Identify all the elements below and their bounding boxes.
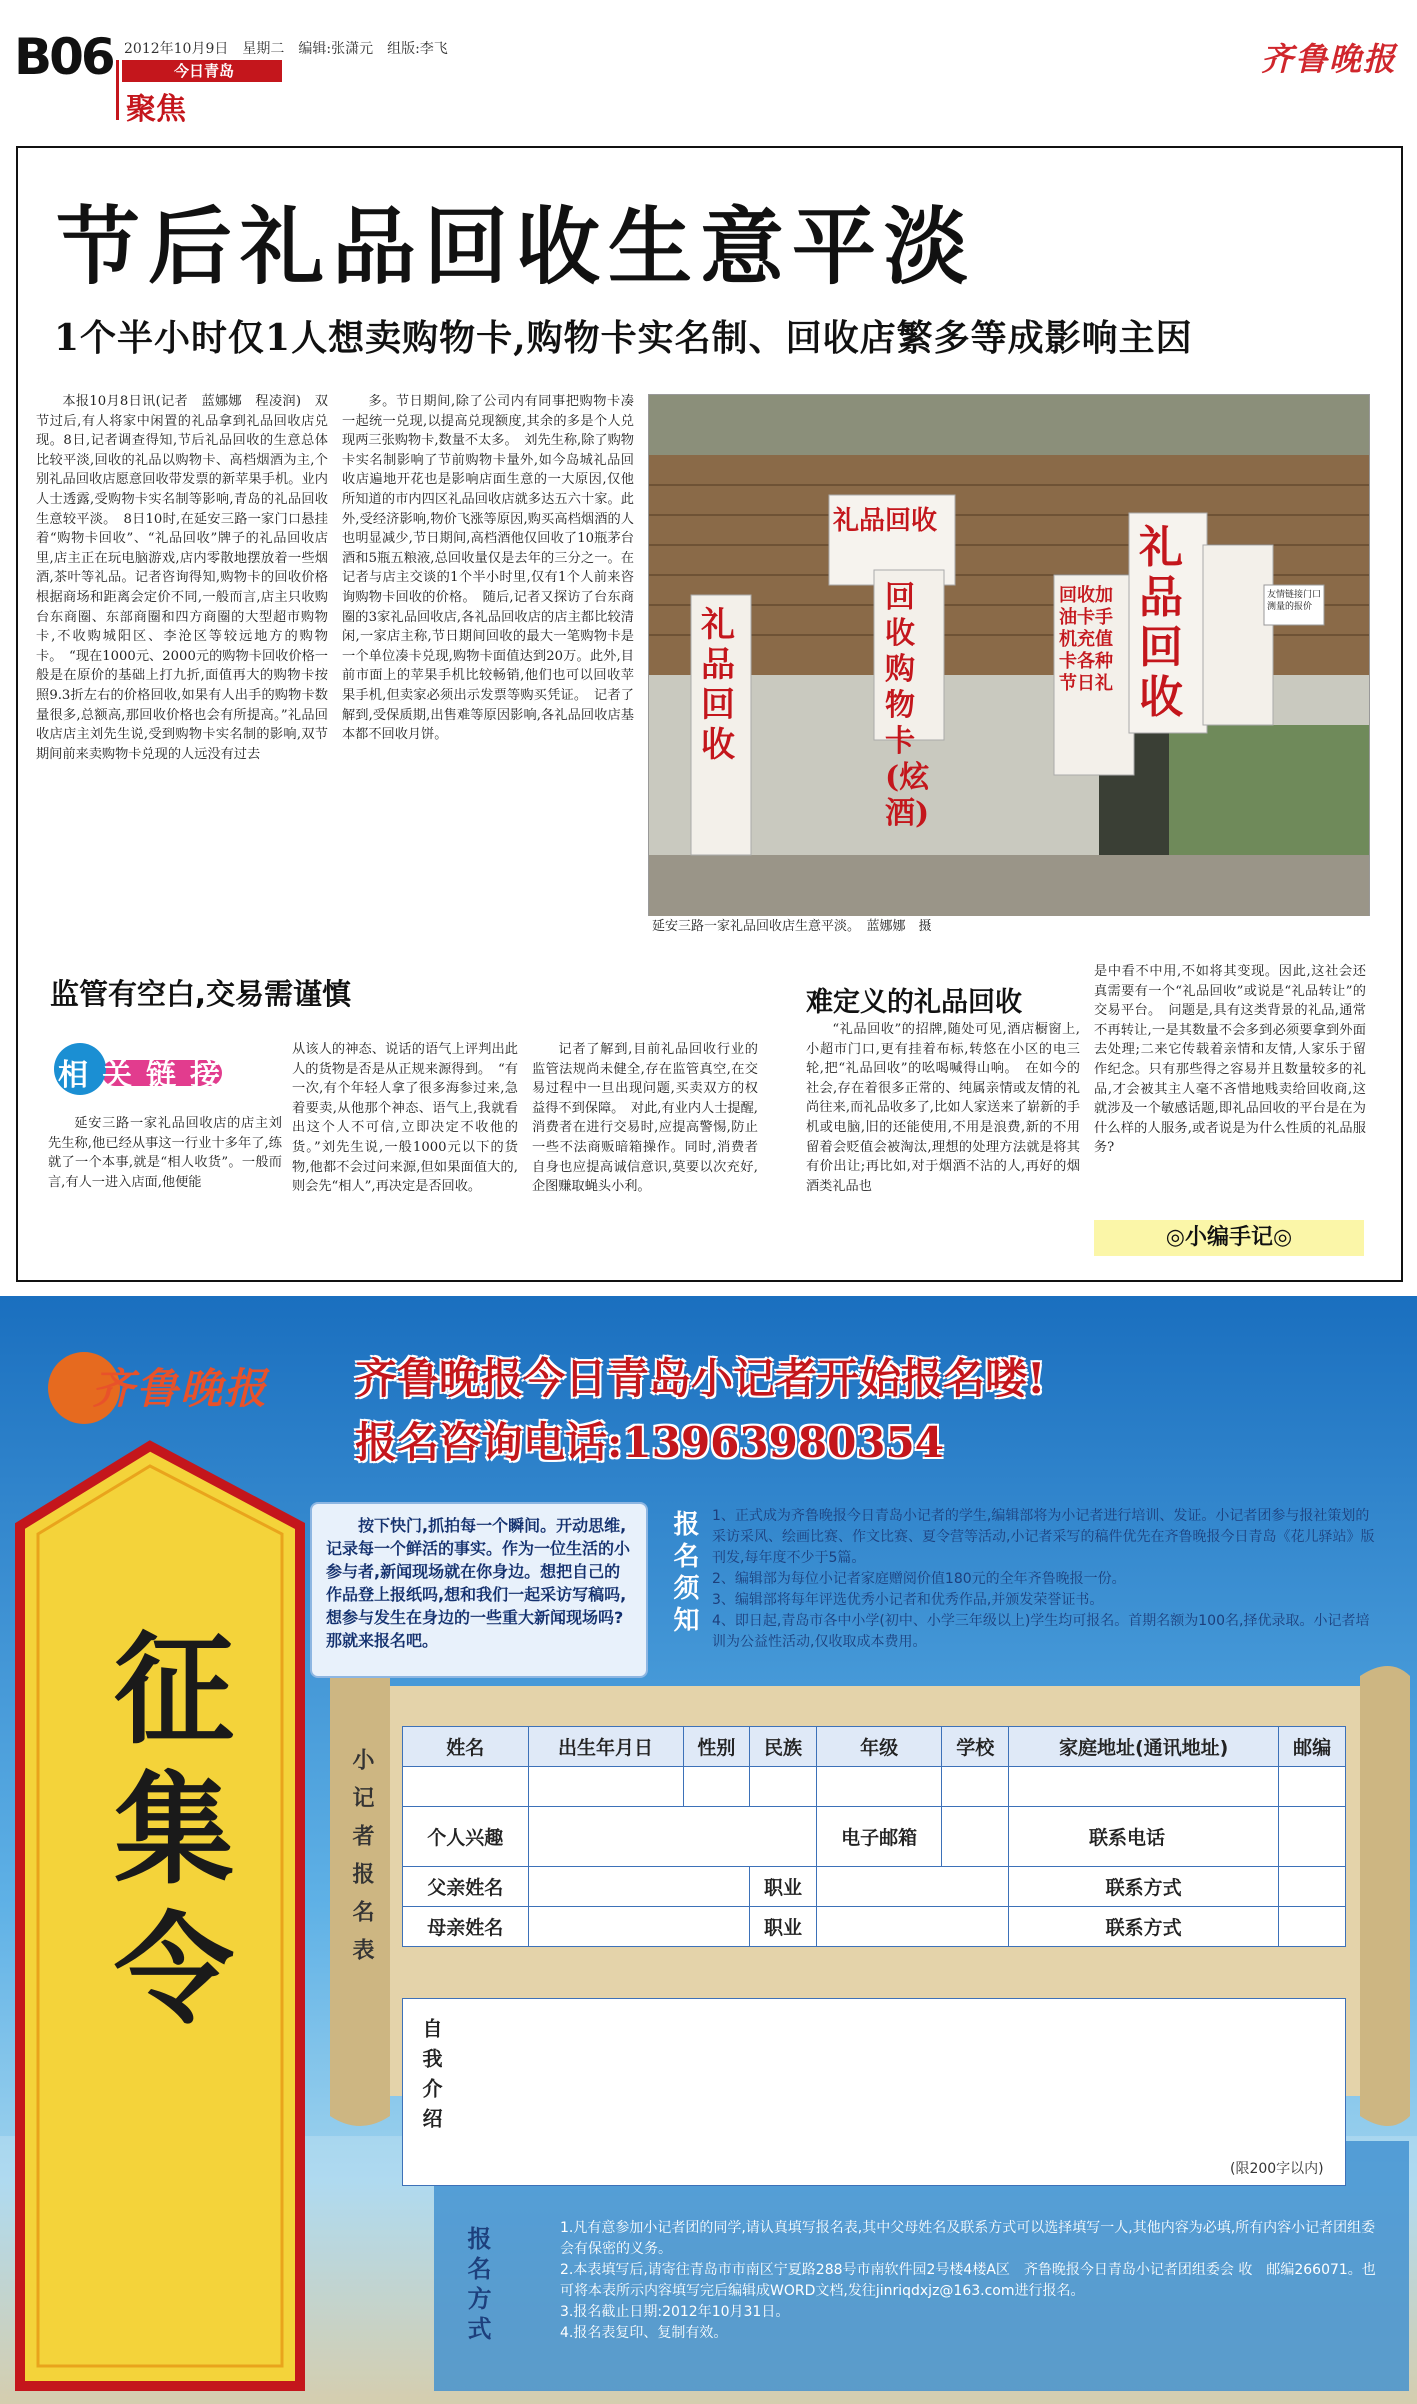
form-job-field[interactable] — [816, 1867, 1008, 1907]
form-contact-label: 联系方式 — [1009, 1907, 1279, 1947]
form-mother-label: 母亲姓名 — [403, 1907, 529, 1947]
ad-logo: 齐鲁晚报 — [92, 1364, 269, 1413]
form-hobby-label: 个人兴趣 — [403, 1807, 529, 1867]
collect-title: 征集令 — [94, 1626, 235, 2046]
subheading-left: 监管有空白,交易需谨慎 — [50, 977, 352, 1011]
section-divider — [116, 60, 119, 120]
notice-item: 2、编辑部为每位小记者家庭赠阅价值180元的全年齐鲁晚报一份。 — [712, 1571, 1126, 1587]
sign-gift-recycle-2: 礼品回收 — [833, 506, 938, 536]
photo-caption: 延安三路一家礼品回收店生意平淡。 蓝娜娜 摄 — [648, 916, 1370, 938]
form-job-label: 职业 — [750, 1867, 817, 1907]
related-link-label: 相关链接 — [58, 1058, 234, 1093]
form-head: 邮编 — [1279, 1727, 1346, 1767]
form-contact-field[interactable] — [1279, 1867, 1346, 1907]
article-column-2 — [342, 392, 634, 932]
sign-card-recycle: 回收购物卡(炫酒) — [885, 580, 930, 831]
ad-phone: 报名咨询电话:13963980354 — [355, 1418, 944, 1467]
commentary-column-1 — [806, 1020, 1080, 1266]
registration-form — [402, 1726, 1346, 1947]
method-item: 4.报名表复印、复制有效。 — [560, 2325, 728, 2341]
form-contact-label: 联系方式 — [1009, 1867, 1279, 1907]
article-text: 多。节日期间,除了公司内有同事把购物卡凑一起统一兑现,以提高兑现额度,其余的多是个人兑现两三张购物卡,数量不太多。 刘先生称,除了购物卡实名制影响了节前购物卡量外,如今岛城礼品回收店遍地开花也是影响店面生意的一大原因,仅他所知道的市内四区礼品回收店就多达五六十家。此外,受经济影响,物价飞涨等原因,购买高档烟酒的人也明显减少,节日期间,高档酒他仅回收了10瓶茅台酒和5瓶五粮液,总回收量仅是去年的三分之一。在记者与店主交谈的1个半小时里,仅有1个人前来咨询购物卡回收的价格。 随后,记者又探访了台东商圈的3家礼品回收店,各礼品回收店的店主都比较清闲,一家店主称,节日期间回收的最大一笔购物卡是一个单位凑卡兑现,购物卡面值达到20万。此外,目前市面上的苹果手机比较畅销,他们也可以回收苹果手机,但卖家必须出示发票等购买凭证。 记者了解到,受保质期,出售难等原因影响,各礼品回收店基本都不回收月饼。 — [342, 394, 634, 743]
form-head: 家庭地址(通讯地址) — [1009, 1727, 1279, 1767]
section-title: 聚焦 — [126, 92, 186, 127]
form-head: 年级 — [816, 1727, 942, 1767]
related-link-badge — [50, 1040, 234, 1098]
form-hobby-field[interactable] — [528, 1807, 816, 1867]
method-label: 报名方式 — [463, 2226, 491, 2346]
article-text: “礼品回收”的招牌,随处可见,酒店橱窗上,小超市门口,更有挂着布标,转悠在小区的电三轮,把“礼品回收”的吆喝喊得山响。 在如今的社会,存在着很多正常的、纯属亲情或友情的礼尚往来,而礼品收多了,比如人家送来了崭新的手机或电脑,旧的还能使用,不用是浪费,新的不用留着会贬值会被淘汰,理想的处理方法就是将其有价出让;再比如,对于烟酒不沾的人,再好的烟酒类礼品也 — [806, 1022, 1080, 1194]
form-cell[interactable] — [528, 1767, 683, 1807]
article-text: 本报10月8日讯(记者 蓝娜娜 程凌润) 双节过后,有人将家中闲置的礼品拿到礼品回收店兑现。8日,记者调查得知,节后礼品回收的生意总体比较平淡,回收的礼品以购物卡、高档烟酒为主,个别礼品回收店愿意回收带发票的新苹果手机。业内人士透露,受购物卡实名制等影响,青岛的礼品回收生意较平淡。 8日10时,在延安三路一家门口悬挂着“购物卡回收”、“礼品回收”牌子的礼品回收店里,店主正在玩电脑游戏,店内零散地摆放着一些烟酒,茶叶等礼品。记者咨询得知,购物卡的回收价格根据商场和距离会定价不同,一般而言,店主只收购台东商圈、东部商圈和四方商圈的大型超市购物卡,不收购城阳区、李沧区等较远地方的购物卡。 “现在1000元、2000元的购物卡回收价格一般是在原价的基础上打九折,面值再大的购物卡按照9.3折左右的价格回收,如果有人出手的购物卡数量很多,总额高,那回收价格也会有所提高。”礼品回收店店主刘先生说,受到购物卡实名制的影响,双节期间前来卖购物卡兑现的人远没有过去 — [36, 394, 328, 762]
form-head: 姓名 — [403, 1727, 529, 1767]
headline: 节后礼品回收生意平淡 — [56, 197, 977, 296]
form-email-label: 电子邮箱 — [816, 1807, 942, 1867]
subheadline: 1个半小时仅1人想卖购物卡,购物卡实名制、回收店繁多等成影响主因 — [54, 317, 1193, 359]
article-text: 延安三路一家礼品回收店的店主刘先生称,他已经从事这一行业十多年了,练就了一个本事,就是“相人收货”。一般而言,有人一进入店面,他便能 — [48, 1116, 282, 1190]
form-head: 出生年月日 — [528, 1727, 683, 1767]
form-head: 民族 — [750, 1727, 817, 1767]
form-job-field[interactable] — [816, 1907, 1008, 1947]
notice-item: 1、正式成为齐鲁晚报今日青岛小记者的学生,编辑部将为小记者进行培训、发证。小记者团参与报社策划的采访采风、绘画比赛、作文比赛、夏令营等活动,小记者采写的稿件优先在齐鲁晚报今日青岛《花儿驿站》版刊发,每年度不少于5篇。 — [712, 1508, 1375, 1566]
ad-intro-box: 按下快门,抓拍每一个瞬间。开动思维,记录每一个鲜活的事实。作为一位生活的小参与者,新闻现场就在你身边。想把自己的作品登上报纸吗,想和我们一起采访写稿吗,想参与发生在身边的一些重大新闻现场吗?那就来报名吧。 — [310, 1502, 648, 1678]
related-column — [48, 1114, 282, 1264]
edition-meta: 2012年10月9日 星期二 编辑:张潇元 组版:李飞 — [124, 41, 448, 57]
form-phone-label: 联系电话 — [1009, 1807, 1279, 1867]
form-cell[interactable] — [942, 1767, 1009, 1807]
form-phone-field[interactable] — [1279, 1807, 1346, 1867]
form-mother-field[interactable] — [528, 1907, 750, 1947]
sign-fuel-card: 回收加油卡手机充值卡各种节日礼 — [1059, 585, 1113, 694]
form-email-field[interactable] — [942, 1807, 1009, 1867]
article-text: 记者了解到,目前礼品回收行业的监管法规尚未健全,存在监管真空,在交易过程中一旦出现问题,买卖双方的权益得不到保障。 对此,有业内人士提醒,消费者在进行交易时,应提高警惕,防止一些不法商贩暗箱操作。同时,消费者自身也应提高诚信意识,莫要以次充好,企图赚取蝇头小利。 — [532, 1042, 758, 1195]
method-item: 3.报名截止日期:2012年10月31日。 — [560, 2304, 790, 2320]
method-item: 1.凡有意参加小记者团的同学,请认真填写报名表,其中父母姓名及联系方式可以选择填写一人,其他内容为必填,所有内容小记者团组委会有保密的义务。 — [560, 2220, 1376, 2257]
method-list — [560, 2218, 1380, 2394]
street-scene-image — [649, 395, 1370, 934]
form-cell[interactable] — [1279, 1767, 1346, 1807]
form-head: 学校 — [942, 1727, 1009, 1767]
news-photo — [648, 394, 1370, 934]
self-intro-label: 自我介绍 — [419, 2018, 443, 2138]
ad-title: 齐鲁晚报今日青岛小记者开始报名喽! — [355, 1354, 1046, 1403]
recruitment-ad — [0, 1296, 1417, 2404]
notice-label: 报名须知 — [669, 1510, 699, 1638]
method-item: 2.本表填写后,请寄往青岛市市南区宁夏路288号市南软件园2号楼4楼A区 齐鲁晚报今日青岛小记者团组委会 收 邮编266071。也可将本表所示内容填写完后编辑成WORD文档,发往jinriqdxjz@163.com进行报名。 — [560, 2262, 1376, 2299]
commentary-column-2 — [1094, 962, 1366, 1212]
article-text: 是中看不中用,不如将其变现。因此,这社会还真需要有一个“礼品回收”或说是“礼品转让”的交易平台。 问题是,具有这类背景的礼品,通常不再转让,一是其数量不会多到必须要拿到外面去处理;二来它传载着亲情和友情,人家乐于留作纪念。只有那些得之容易并且数量较多的礼品,才会被其主人毫不吝惜地贱卖给回收商,这就涉及一个敏感话题,即礼品回收的平台是在为什么样的人服务,或者说是为什么性质的礼品服务? — [1094, 964, 1366, 1156]
form-job-label: 职业 — [750, 1907, 817, 1947]
subheading-right: 难定义的礼品回收 — [806, 987, 1022, 1018]
lower-column-3 — [532, 1040, 758, 1264]
form-contact-field[interactable] — [1279, 1907, 1346, 1947]
form-cell[interactable] — [1009, 1767, 1279, 1807]
form-father-label: 父亲姓名 — [403, 1867, 529, 1907]
sign-gift-recycle-1: 礼品回收 — [701, 605, 735, 765]
form-cell[interactable] — [750, 1767, 817, 1807]
lower-column-2 — [292, 1040, 518, 1264]
sign-small: 友情链接门口测量的报价 — [1267, 590, 1322, 612]
page-number: B06 — [14, 28, 113, 86]
masthead-logo: 齐鲁晚报 — [1260, 40, 1397, 78]
form-cell[interactable] — [816, 1767, 942, 1807]
section-tag: 今日青岛 — [122, 60, 282, 82]
form-head: 性别 — [683, 1727, 750, 1767]
self-intro-field[interactable] — [402, 1998, 1346, 2186]
article-text: 从该人的神态、说话的语气上评判出此人的货物是否是从正规来源得到。 “有一次,有个年轻人拿了很多海参过来,急着要卖,从他那个神态、语气上,我就看出这个人不可信,立即决定不收他的货。”刘先生说,一般1000元以下的货物,他都不会过问来源,但如果面值大的,则会先“相人”,再决定是否回收。 — [292, 1042, 518, 1195]
form-father-field[interactable] — [528, 1867, 750, 1907]
article-column-1 — [36, 392, 328, 932]
editor-note-badge: ◎小编手记◎ — [1094, 1220, 1364, 1256]
form-label: 小记者报名表 — [349, 1748, 374, 1976]
notice-item: 4、即日起,青岛市各中小学(初中、小学三年级以上)学生均可报名。首期名额为100名,择优录取。小记者培训为公益性活动,仅收取成本费用。 — [712, 1613, 1370, 1650]
form-cell[interactable] — [403, 1767, 529, 1807]
sign-gift-recycle-3: 礼品回收 — [1139, 522, 1183, 723]
notice-item: 3、编辑部将每年评选优秀小记者和优秀作品,并颁发荣誉证书。 — [712, 1592, 1104, 1608]
notice-list — [712, 1506, 1380, 1686]
word-limit: (限200字以内) — [1230, 2161, 1324, 2177]
form-cell[interactable] — [683, 1767, 750, 1807]
